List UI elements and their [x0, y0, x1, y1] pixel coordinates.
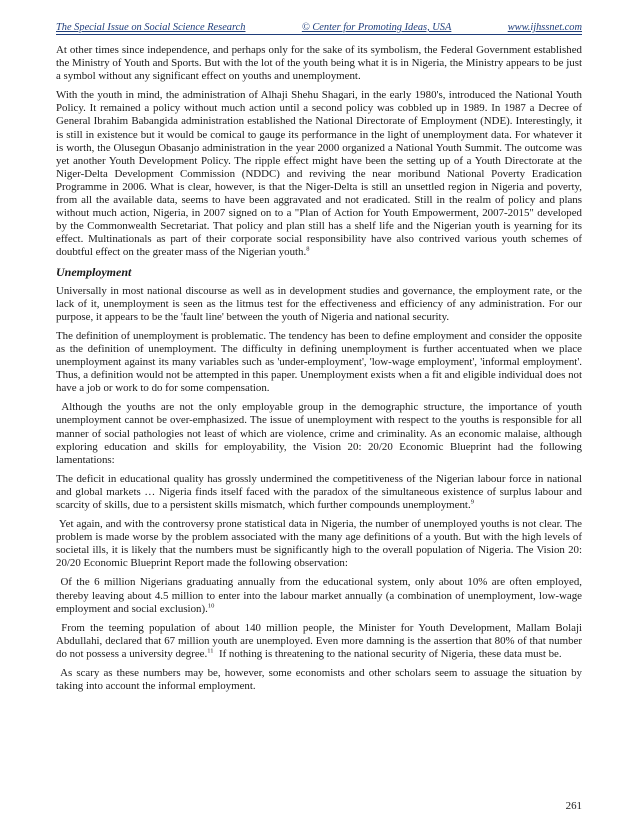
- paragraph: Although the youths are not the only employable group in the demographic structure, the importance of youth unemployment cannot be over-emphasized. The issue of unemployment with respect to the youths is responsible for all manner of social pathologies not least of which are violence, crime and criminality. As an economic malaise, although exploring education and skills for employability, the Vision 20: 20/20 Economic Blueprint had the following lamentations:: [56, 401, 582, 466]
- paragraph: Universally in most national discourse as well as in development studies and governance, the employment rate, or the lack of it, unemployment is seen as the litmus test for the effectiveness and efficiency of any administration. For our purpose, it appears to be the 'fault line' between the youth of Nigeria and national security.: [56, 284, 582, 323]
- footnote-ref: 11: [207, 647, 214, 655]
- running-header: [56, 22, 582, 35]
- paragraph: With the youth in mind, the administration of Alhaji Shehu Shagari, in the early 1980's, introduced the National Youth Policy. It remained a policy without much action until a second policy was cobbled up in 1989. In 1987 a Decree of General Ibrahim Babangida administration established the National Directorate of Employment (NDE). Interestingly, it is still in existence but it would be comical to gauge its performance in the light of unemployment data. For whatever it is worth, the Olusegun Obasanjo administration in the year 2000 organized a National Youth Summit. The outcome was yet another Youth Development Policy. The ripple effect might have been the setting up of a Youth Directorate at the Niger-Delta Development Commission (NDDC) and reviving the near moribund National Poverty Eradication Programme in 2006. What is clear, however, is that the Niger-Delta is still an unsettled region in Nigeria and poverty, from all the available data, seems to have been aggravated and not eradicated. Still in the realm of policy and plans without much action, Nigeria, in 2007 signed on to a "Plan of Action for Youth Empowerment, 2007-2015" developed by the Commonwealth Secretariat. That policy and plan still has a shelf life and the Nigerian youth is yearning for its effect. Multinationals as part of their corporate social responsibility have also contrived various youth schemes of doubtful effect on the greater mass of the Nigerian youth.$^8$: [56, 89, 582, 259]
- footnote-ref: 9: [470, 498, 474, 506]
- journal-url[interactable]: www.ijhssnet.com: [507, 22, 582, 33]
- footnote-ref: 10: [207, 602, 215, 610]
- paragraph: As scary as these numbers may be, however, some economists and other scholars seem to assuage the situation by taking into account the informal employment.: [56, 667, 582, 693]
- journal-title: The Special Issue on Social Science Research: [56, 22, 246, 33]
- paragraph: The definition of unemployment is problematic. The tendency has been to define employment and consider the opposite as the definition of unemployment. The difficulty in defining unemployment is further accentuated when we place unemployment against its many variables such as 'under-employment', 'low-wage employment', 'informal employment'. Thus, a definition would not be attempted in this paper. Unemployment exists when a fit and eligible individual does not have a job or work to do for some compensation.: [56, 329, 582, 395]
- paragraph: From the teeming population of about 140 million people, the Minister for Youth Development, Mallam Bolaji Abdullahi, declared that 67 million youth are unemployed. Even more damning is the assertion that 80% of that number do not possess a university degree.$^{11}$ If nothing is threatening to the national security of Nigeria, these data must be.: [56, 621, 582, 660]
- quote-paragraph: The deficit in educational quality has grossly undermined the competitiveness of the Nigerian labour force in national and global markets … Nigeria finds itself faced with the paradox of the simultaneous existence of surplus labour and scarcity of skills, due to a persistent skills mismatch, which further compounds unemployment.$^9$: [56, 472, 582, 511]
- body-text: [56, 44, 582, 699]
- quote-paragraph: Of the 6 million Nigerians graduating annually from the educational system, only about 10% are often employed, thereby leaving about 4.5 million to enter into the labour market annually (a combination of unemployment, low-wage employment and social exclusion).$^{10}$: [56, 576, 582, 615]
- page-number: 261: [565, 800, 582, 812]
- publisher-credit: © Center for Promoting Ideas, USA: [301, 22, 452, 33]
- section-heading: Unemployment: [56, 264, 132, 279]
- paragraph: At other times since independence, and perhaps only for the sake of its symbolism, the Federal Government established the Ministry of Youth and Sports. But with the lot of the youth being what it is in Nigeria, the Ministry appears to be just a symbol without any significant effect on youths and unemployment.: [56, 44, 582, 83]
- footnote-ref: 8: [306, 245, 310, 253]
- paragraph: Yet again, and with the controversy prone statistical data in Nigeria, the number of unemployed youths is not clear. The problem is made worse by the problem associated with the many age definitions of a youth. But with the high levels of societal ills, it is likely that the numbers must be significantly high to the overall population of Nigeria. The Vision 20: 20/20 Economic Blueprint Report made the following observation:: [56, 518, 582, 570]
